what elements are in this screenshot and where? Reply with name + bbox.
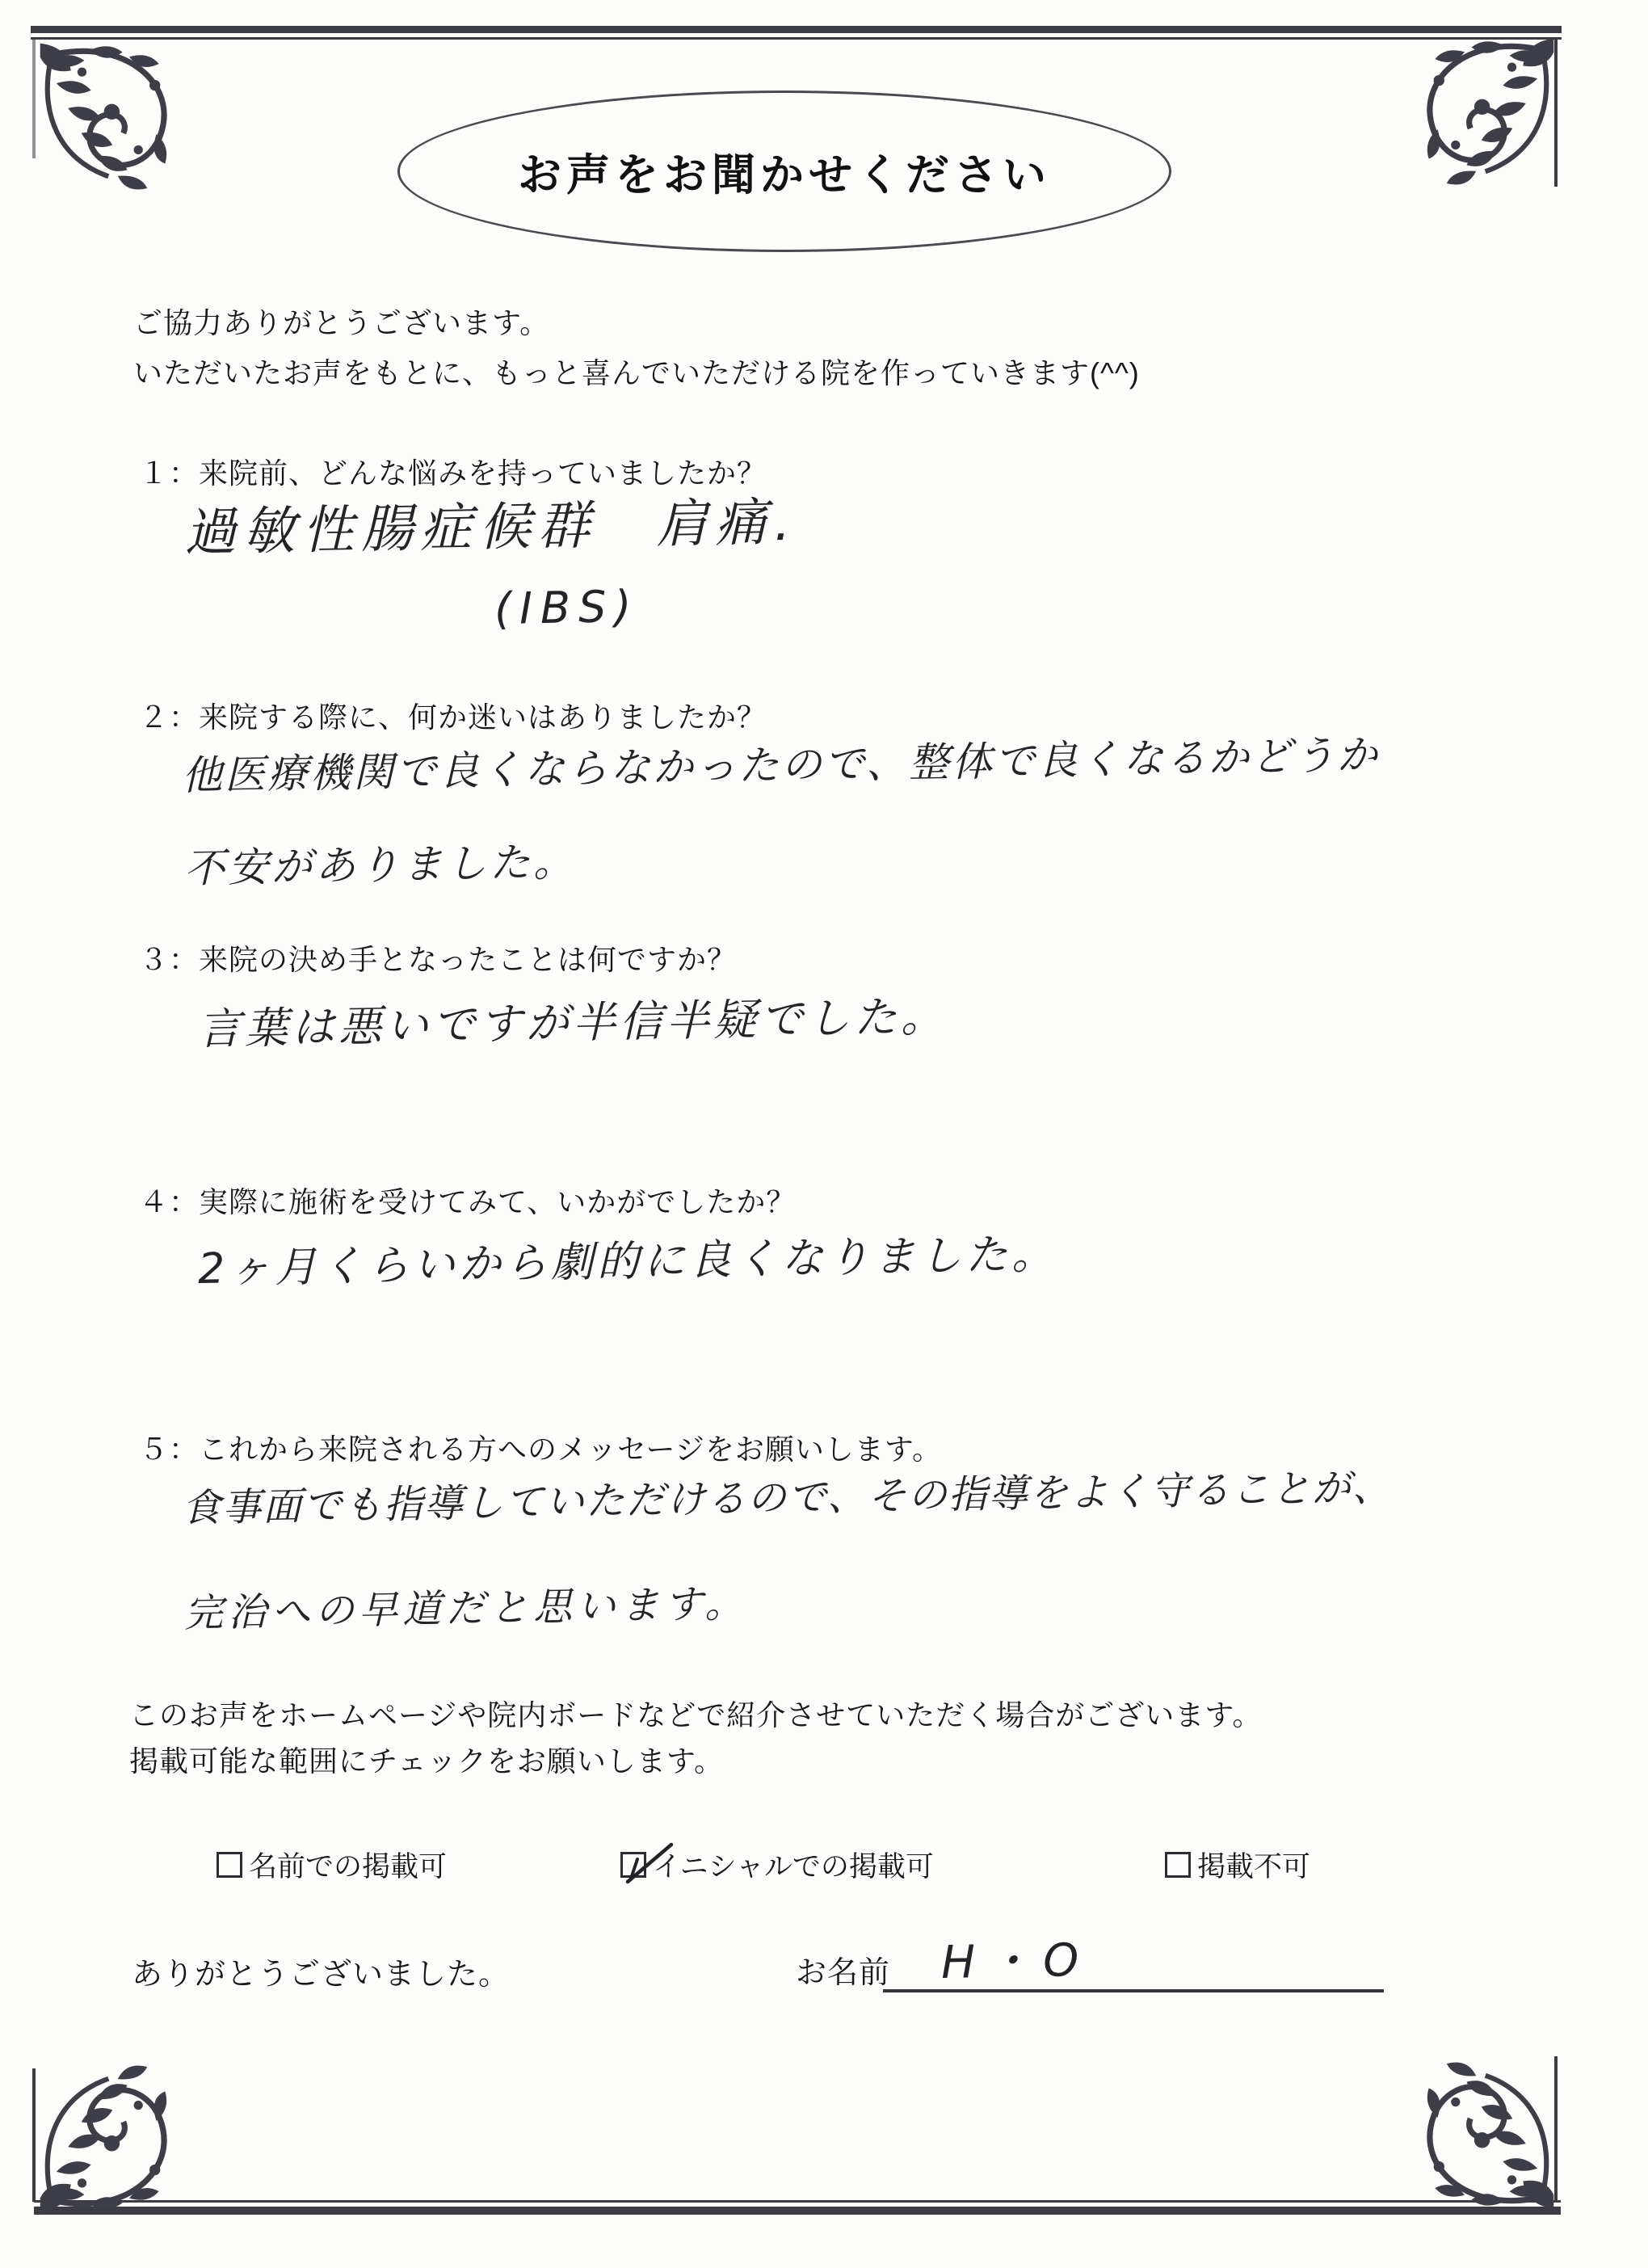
checkbox-publish-with-initials-label: イニシャルでの掲載可 [653,1851,934,1883]
name-field-value: H・O [940,1933,1091,1989]
checkbox-no-publish-label: 掲載不可 [1197,1851,1311,1883]
handwritten-check-mark [618,1833,683,1890]
checkbox-unchecked-icon [1165,1852,1191,1878]
question-2-label: ２：来院する際に、何か迷いはありましたか？ [139,701,767,734]
question-4-label: ４：実際に施術を受けてみて、いかがでしたか？ [139,1185,797,1218]
border-top-thin [31,37,1562,40]
intro-line-2: いただいたお声をもとに、もっと喜んでいただける院を作っていきます(^^) [133,356,1140,389]
border-top-thick [31,26,1562,33]
thanks-text: ありがとうございました。 [132,1958,511,1992]
consent-notice-line-2: 掲載可能な範囲にチェックをお願いします。 [129,1744,725,1778]
question-5-answer-line-2: 完治への早道だと思います。 [183,1580,749,1636]
corner-ornament-bottom-right [1396,2051,1562,2216]
border-bottom-thin [34,2200,1561,2203]
question-5-answer-line-1: 食事面でも指導していただけるので、その指導をよく守ることが、 [181,1464,1394,1531]
question-2-answer-line-2: 不安がありました。 [183,838,578,892]
checkbox-publish-with-name-label: 名前での掲載可 [249,1851,448,1883]
question-5-label: ５：これから来院される方へのメッセージをお願いします。 [139,1433,942,1466]
corner-ornament-top-right [1396,31,1562,196]
title-oval [397,90,1171,252]
border-bottom-thick [34,2207,1561,2215]
question-1-label: １：来院前、どんな悩みを持っていましたか？ [139,457,767,490]
corner-ornament-top-left [32,36,198,201]
checkbox-publish-with-name[interactable] [217,1845,447,1885]
name-field-label: お名前 [796,1956,891,1990]
corner-ornament-bottom-left [32,2054,198,2220]
intro-line-1: ご協力ありがとうございます。 [133,306,550,339]
checkbox-no-publish[interactable] [1165,1845,1310,1885]
question-1-answer-line-2: (IBS) [494,580,640,634]
consent-notice-line-1: このお声をホームページや院内ボードなどで紹介させていただく場合がございます。 [129,1698,1263,1732]
question-2-answer-line-1: 他医療機関で良くならなかったので、整体で良くなるかどうか [181,731,1381,799]
question-4-answer-line-1: 2ヶ月くらいから劇的に良くなりました。 [197,1230,1058,1294]
question-3-answer-line-1: 言葉は悪いですが半信半疑でした。 [197,991,948,1054]
question-3-label: ３：来院の決め手となったことは何ですか？ [139,943,738,976]
checkbox-publish-with-initials[interactable] [620,1845,934,1885]
question-1-answer-line-1: 過敏性腸症候群 肩痛. [183,492,798,563]
page-title: お声をお聞かせください [518,150,1051,200]
checkbox-checked-icon [620,1852,646,1878]
checkbox-unchecked-icon [217,1852,242,1878]
